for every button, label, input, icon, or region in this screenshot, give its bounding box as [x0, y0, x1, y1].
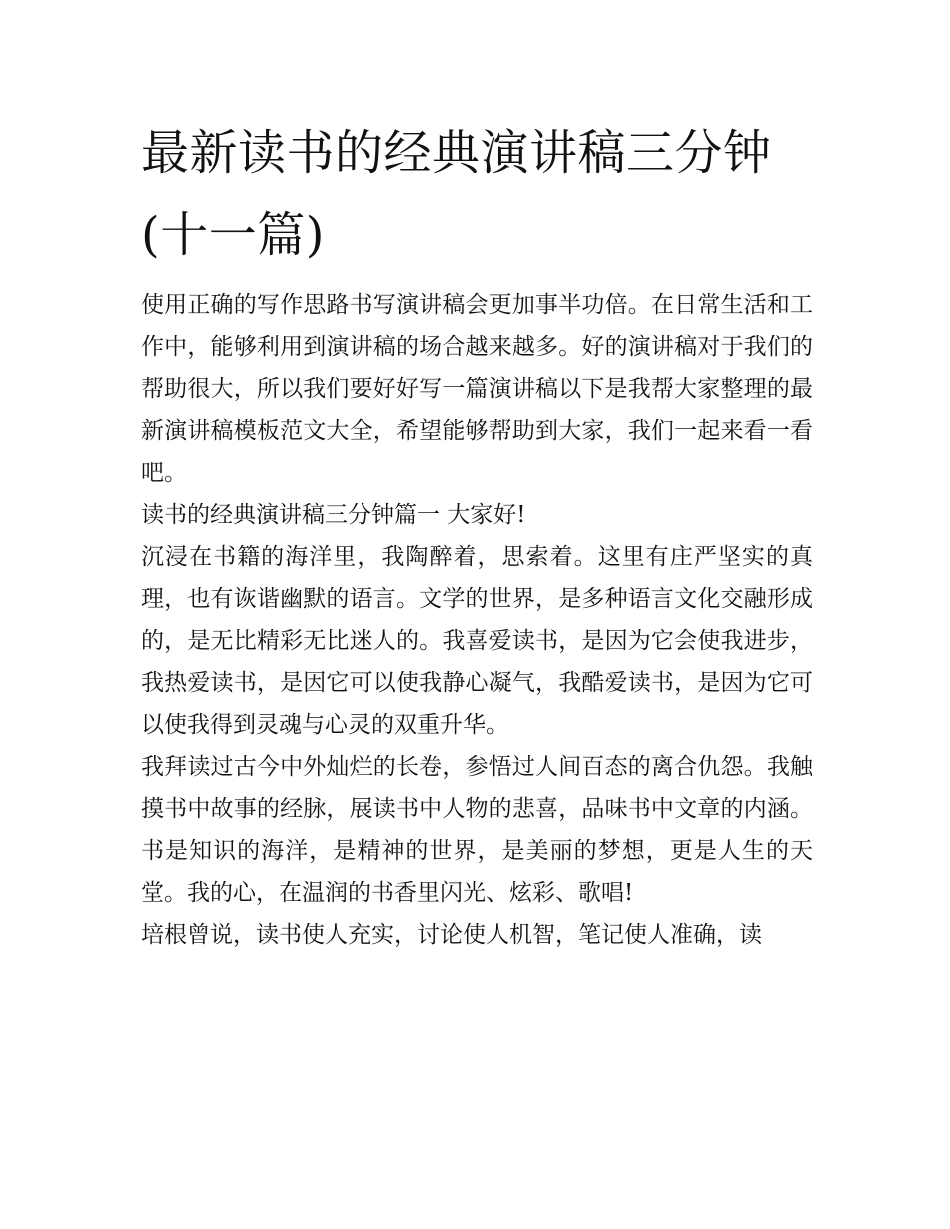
title-line-1: 最新读书的经典演讲稿三分钟	[141, 125, 772, 181]
intro-paragraph: 使用正确的写作思路书写演讲稿会更加事半功倍。在日常生活和工作中，能够利用到演讲稿的场合越来越多。好的演讲稿对于我们的帮助很大，所以我们要好好写一篇演讲稿以下是我帮大家整理的最新演讲稿模板范文大全，希望能够帮助到大家，我们一起来看一看吧。	[141, 292, 813, 486]
document-page	[141, 112, 813, 956]
body-paragraph: 培根曾说，读书使人充实，讨论使人机智，笔记使人准确，读	[141, 922, 762, 948]
title-line-2: (十一篇)	[141, 207, 325, 263]
body-paragraph: 我拜读过古今中外灿烂的长卷，参悟过人间百态的离合仇怨。我触摸书中故事的经脉，展读书中人物的悲喜，品味书中文章的内涵。书是知识的海洋，是精神的世界，是美丽的梦想，更是人生的天堂。我的心，在温润的书香里闪光、炫彩、歌唱!	[141, 754, 813, 906]
body-paragraph: 沉浸在书籍的海洋里，我陶醉着，思索着。这里有庄严坚实的真理，也有诙谐幽默的语言。文学的世界，是多种语言文化交融形成的，是无比精彩无比迷人的。我喜爱读书，是因为它会使我进步，我热爱读书，是因它可以使我静心凝气，我酷爱读书，是因为它可以使我得到灵魂与心灵的双重升华。	[141, 544, 813, 738]
section-heading: 读书的经典演讲稿三分钟篇一 大家好!	[141, 502, 526, 528]
document-title	[141, 112, 813, 276]
